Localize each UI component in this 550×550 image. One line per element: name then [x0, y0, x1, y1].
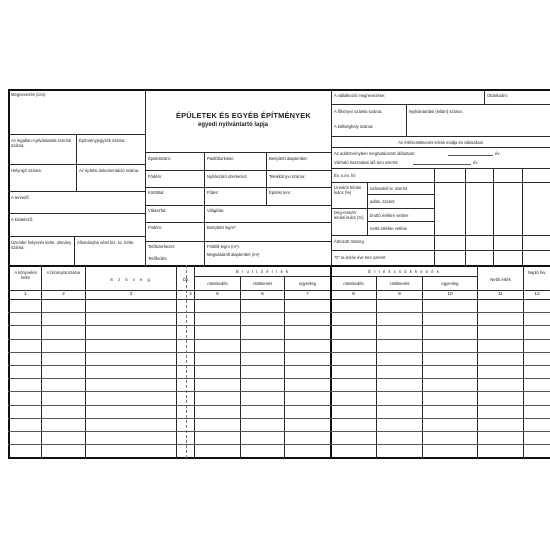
form-title: ÉPÜLETEK ÉS EGYÉB ÉPÍTMÉNYEK	[176, 111, 311, 120]
label-fodem-2: Födém:	[148, 225, 163, 230]
label-netto-vetitve: nettó értékre vetítve	[370, 226, 408, 231]
col-number-2: 2	[62, 292, 65, 297]
col-header-db: Db	[182, 277, 189, 282]
label-ingatlan: Az ingatlan-nyilvántartás szerinti száma:	[11, 138, 72, 148]
asset-register-form	[8, 89, 550, 459]
col-number-9: 9	[398, 292, 401, 297]
label-allomanyba: Állományba vétel biz. sz. kelte:	[77, 240, 135, 245]
col-number-1: 1	[24, 292, 27, 297]
label-adotv: adótv. szerint	[370, 199, 395, 204]
form-bottom-border	[8, 457, 550, 459]
sub-header-brutto-novekedes: növekedés	[207, 281, 228, 286]
label-koltseghely: A költséghely száma:	[334, 124, 374, 129]
col-header-netto-ertek: Nettó érték	[490, 277, 511, 282]
label-kortoltal: Körtöltal:	[148, 190, 165, 195]
sub-header-brutto-egyenleg: egyenleg	[299, 281, 316, 286]
label-megvasarolt: Megvásárolt alapterület (m²)	[207, 252, 260, 257]
label-telekkonyvi: Telekkönyvi száma:	[269, 174, 306, 179]
label-foldalt: Földölt legm (m²):	[207, 244, 240, 249]
label-tetoszerkezet: Tetőszerkezet:	[148, 244, 175, 249]
label-fokonyvi: A főkönyvi számla száma:	[334, 109, 383, 114]
label-nyilaszarok: Nyílászáró szerkezet:	[207, 174, 248, 179]
table-top-border	[8, 265, 550, 267]
col-number-5: 5	[216, 292, 219, 297]
label-beepitett-alap: Beépített alapterület:	[269, 156, 308, 161]
table-row	[8, 325, 550, 326]
table-row	[8, 431, 550, 432]
label-padlo: Padlóburkolat:	[207, 156, 234, 161]
col-header-brutto-ertek: B r u t t ó é r t é k	[235, 269, 290, 274]
sub-header-ecs-csokkenes: csökkenés	[389, 281, 410, 286]
col-number-3: 3	[129, 292, 133, 297]
label-degressziv: Deg-resszív leírási kulcs (%)	[334, 210, 364, 220]
header-divider-left	[145, 89, 146, 266]
form-subtitle: egyedi nyilvántartó lapja	[198, 122, 269, 128]
label-athozott: Áthozott összeg	[334, 239, 364, 244]
label-megnevezes: Megnevezés (cím):	[11, 92, 47, 97]
label-epitesi-dok: Az építési dokumentáció száma:	[79, 168, 140, 173]
label-valaszfal: Válaszfal:	[148, 208, 167, 213]
label-linearis: Lineáris leírási kulcs (%)	[334, 185, 361, 195]
table-row	[8, 405, 550, 406]
table-row	[8, 391, 550, 392]
table-row	[8, 365, 550, 366]
label-brutto-vetitve: bruttó értékre vetítve	[370, 213, 409, 218]
label-uzembe: Üzembe helyezés kelte, okmány száma:	[11, 240, 72, 250]
label-epitesi-terv: Építési terv:	[269, 190, 292, 195]
label-tetofedes: Tetőfedés:	[148, 256, 168, 261]
label-szamviteli: számviteli tv. szerint	[370, 186, 408, 191]
col-header-naplo: Napló hiv.	[527, 270, 547, 275]
col-number-7: 7	[306, 292, 309, 297]
col-header-bizonylat: A bizonylat száma	[46, 270, 81, 275]
table-row	[8, 339, 550, 340]
table-row	[8, 312, 550, 313]
col-number-12: 12	[534, 292, 540, 297]
col-number-8: 8	[352, 292, 355, 297]
label-tervezo: A tervező:	[11, 195, 30, 200]
sub-header-ecs-egyenleg: egyenleg	[441, 281, 459, 286]
label-vallalkozoi: A vállalkozói megnevezése:	[334, 93, 386, 98]
col-number-11: 11	[498, 292, 503, 297]
label-helyrajzi: Helyrajzi száma:	[11, 168, 42, 173]
col-header-ertekcsokkenes: É r t é k c s ö k k e n é s	[368, 269, 440, 274]
label-fodem: Födém:	[148, 174, 163, 179]
form-top-border	[8, 89, 550, 91]
label-varhato: Várható hasznalati idő teru szerint:	[334, 160, 399, 165]
label-beepitett-legm: Beépített legm³:	[207, 225, 237, 230]
sub-header-brutto-csokkenes: csökkenés	[252, 281, 273, 286]
label-leiras-eve: "0"-ra leírás éve terv szerint	[334, 255, 386, 260]
table-row	[8, 378, 550, 379]
col-number-6: 6	[261, 292, 264, 297]
table-row	[8, 444, 550, 445]
label-vilagitas: Világítás:	[207, 208, 225, 213]
label-varhato-ev: év	[473, 160, 478, 165]
label-epuletszam: Épületszám:	[148, 156, 172, 161]
table-row	[8, 418, 550, 419]
label-kivitelezo: A kivitelező:	[11, 217, 34, 222]
label-adotorvenyben-ev: év	[495, 151, 500, 156]
label-nyilvantartasi: Nyilvántartási (leltári) száma:	[409, 109, 463, 114]
col-header-konyveles-kelte: A könyvelés kelte	[14, 270, 37, 280]
label-adotorvenyben: Az adótörvényben meghatározott időtartam:	[334, 151, 416, 156]
sub-header-ecs-novekedes: növekedés	[343, 281, 364, 286]
col-header-szoveg: S z ö v e g	[110, 277, 152, 282]
label-futes: Fűtés:	[207, 190, 219, 195]
col-number-4: 4	[189, 292, 192, 297]
header-divider-right	[331, 89, 332, 266]
label-ev-ho-nap: Év, n.év, hó	[334, 173, 356, 178]
label-oldalszam: Oldalszám:	[487, 93, 508, 98]
label-ertekcsokkenes-mod: Az értékcsökkenés leírás módja és változásai	[398, 140, 483, 145]
col-number-10: 10	[447, 292, 453, 297]
label-epitmenyjegyzek: Építményjegyzék száma:	[79, 138, 126, 143]
table-row	[8, 352, 550, 353]
